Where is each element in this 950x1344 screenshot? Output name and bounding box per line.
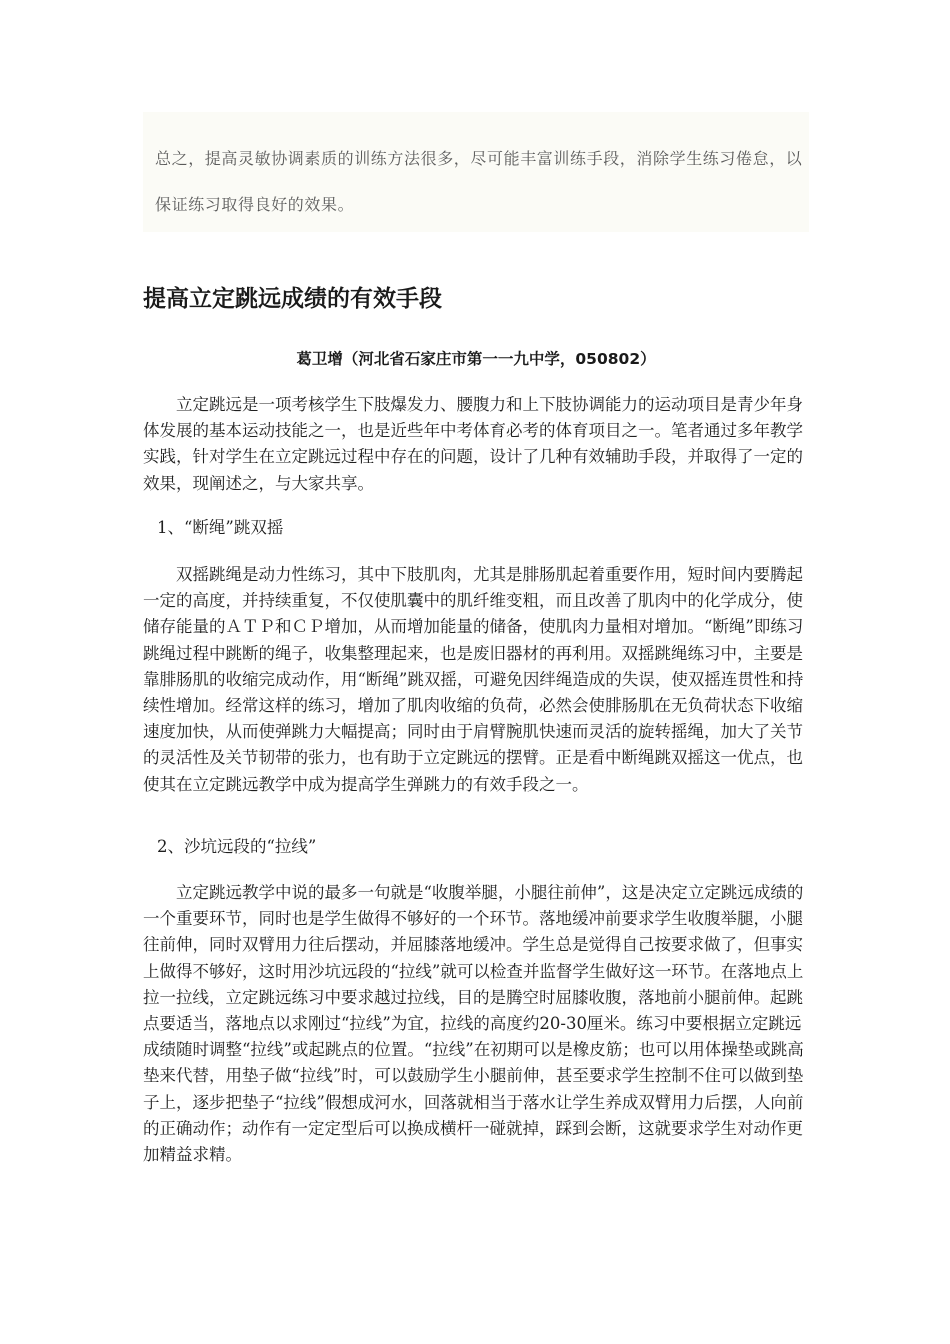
article-title: 提高立定跳远成绩的有效手段 [143,286,442,312]
article-author: 葛卫增（河北省石家庄市第一一九中学，050802） [296,350,656,368]
section-2-heading: 2、沙坑远段的“拉线” [157,837,317,856]
section-1-body: 双摇跳绳是动力性练习，其中下肢肌肉，尤其是腓肠肌起着重要作用，短时间内要腾起一定的高度，并持续重复，不仅使肌囊中的肌纤维变粗，而且改善了肌肉中的化学成分，使储存能量的ＡＴＰ和ＣＰ增加，从而增加能量的储备，使肌肉力量相对增加。“断绳”即练习跳绳过程中跳断的绳子，收集整理起来，也是废旧器材的再利用。双摇跳绳练习中，主要是靠腓肠肌的收缩完成动作，用“断绳”跳双摇，可避免因绊绳造成的失误，使双摇连贯性和持续性增加。经常这样的练习，增加了肌肉收缩的负荷，必然会使腓肠肌在无负荷状态下收缩速度加快，从而使弹跳力大幅提高；同时由于肩臂腕肌快速而灵活的旋转摇绳，加大了关节的灵活性及关节韧带的张力，也有助于立定跳远的摆臂。正是看中断绳跳双摇这一优点，也使其在立定跳远教学中成为提高学生弹跳力的有效手段之一。 [143,565,804,794]
section-2-body: 立定跳远教学中说的最多一句就是“收腹举腿，小腿往前伸”，这是决定立定跳远成绩的一个重要环节，同时也是学生做得不够好的一个环节。落地缓冲前要求学生收腹举腿，小腿往前伸，同时双臂用力往后摆动，并屈膝落地缓冲。学生总是觉得自己按要求做了，但事实上做得不够好，这时用沙坑远段的“拉线”就可以检查并监督学生做好这一环节。在落地点上拉一拉线，立定跳远练习中要求越过拉线，目的是腾空时屈膝收腹，落地前小腿前伸。起跳点要适当，落地点以求刚过“拉线”为宜，拉线的高度约20-30厘米。练习中要根据立定跳远成绩随时调整“拉线”或起跳点的位置。“拉线”在初期可以是橡皮筋；也可以用体操垫或跳高垫来代替，用垫子做“拉线”时，可以鼓励学生小腿前伸，甚至要求学生控制不住可以做到垫子上，逐步把垫子“拉线”假想成河水，回落就相当于落水让学生养成双臂用力后摆，人向前的正确动作；动作有一定定型后可以换成横杆一碰就掉，踩到会断，这就要求学生对动作更加精益求精。 [143,883,804,1165]
intro-paragraph: 立定跳远是一项考核学生下肢爆发力、腰腹力和上下肢协调能力的运动项目是青少年身体发展的基本运动技能之一，也是近些年中考体育必考的体育项目之一。笔者通过多年教学实践，针对学生在立定跳远过程中存在的问题，设计了几种有效辅助手段，并取得了一定的效果，现阐述之，与大家共享。 [143,395,803,493]
summary-box [143,112,809,232]
summary-paragraph: 总之，提高灵敏协调素质的训练方法很多，尽可能丰富训练手段，消除学生练习倦怠，以保证练习取得良好的效果。 [155,149,803,214]
section-1-heading: 1、“断绳”跳双摇 [157,518,284,537]
